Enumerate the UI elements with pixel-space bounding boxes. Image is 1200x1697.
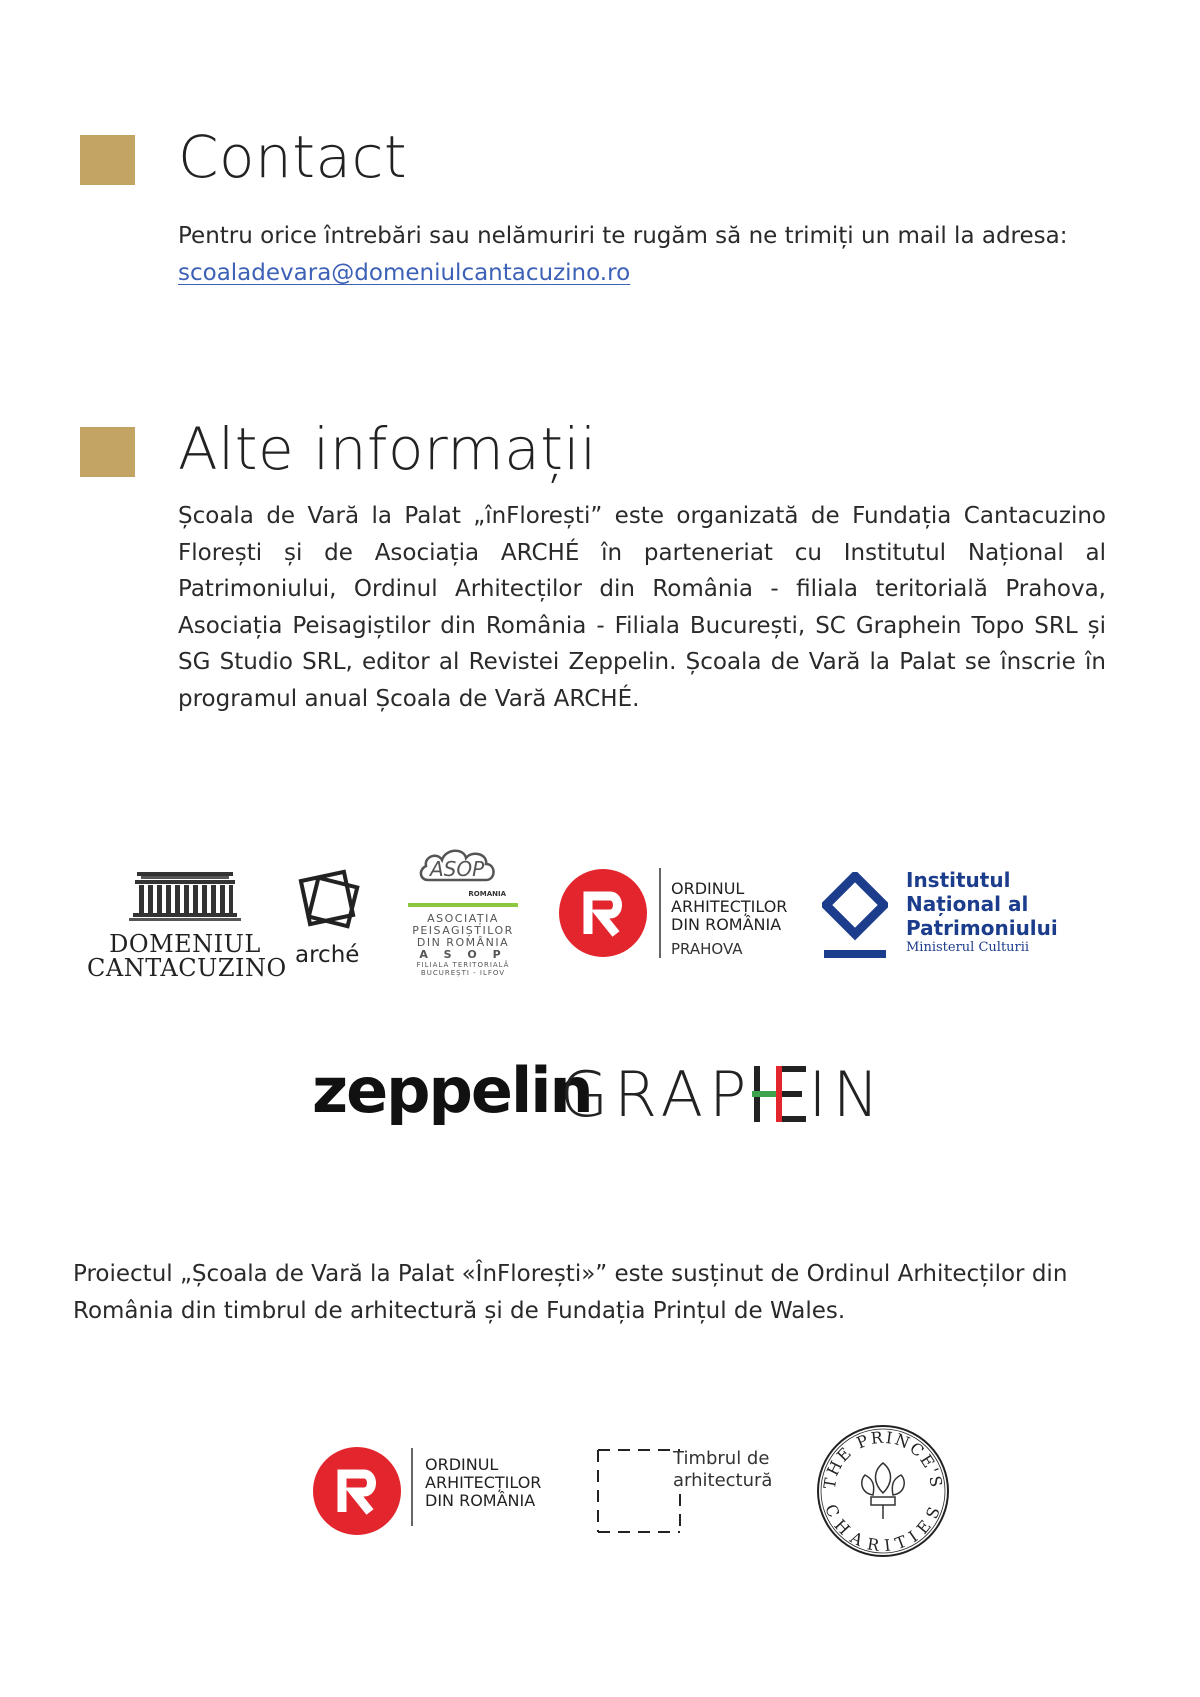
timbrul-line2: arhitectură [673,1470,773,1491]
asop-cloud-icon [408,840,518,890]
oar-bottom-line1: ORDINUL [425,1455,499,1474]
timbrul-line1: Timbrul de [673,1448,770,1469]
logo-princes-charities [815,1423,951,1559]
arche-label: arché [295,942,360,968]
oar-bottom-line2: ARHITECȚILOR [425,1473,542,1492]
contact-heading: Contact [178,123,408,191]
contact-body [178,218,1106,291]
contact-text: Pentru orice întrebări sau nelămuriri te rugăm să ne trimiți un mail la adresa: [178,223,1068,249]
logo-domeniul-cantacuzino [87,868,287,982]
logo-asop [408,840,518,990]
support-text: Proiectul „Școala de Vară la Palat «ÎnFlorești»” este susținut de Ordinul Arhitecților din România din timbrul de arhitectură și de Fundația Prințul de Wales. [73,1261,1068,1324]
oar-prahova-line2: ARHITECȚILOR [671,897,788,916]
oar-prahova-divider [659,868,661,958]
three-feathers-icon [862,1463,905,1519]
graphein-part2: IN [808,1058,886,1131]
oar-bottom-line3: DIN ROMÂNIA [425,1491,536,1510]
contact-section-marker [80,135,135,185]
asop-mark: ASOP [430,857,485,881]
asop-country: ROMANIA [468,890,506,898]
logo-graphein [560,1058,900,1134]
inp-diamond-icon [822,872,888,960]
svg-text:THE PRINCE'S [820,1428,946,1491]
alte-text: Școala de Vară la Palat „înFlorești” este organizată de Fundația Cantacuzino Florești și de Asociația ARCHÉ în parteneriat cu Institutul Național al Patrimoniului, Ordinul Arhitecților din România - filiala teritorială Prahova, Asociația Peisagiștilor din România - Filiala București, SC Graphein Topo SRL și SG Studio SRL, editor al Revistei Zeppelin. Școala de Vară la Palat se înscrie în programul anual Școala de Vară ARCHÉ. [178,503,1106,712]
graphein-part1: GRAP [560,1058,753,1131]
oar-prahova-line1: ORDINUL [671,879,745,898]
asop-green-bar [408,903,518,907]
oar-red-circle-icon [312,1446,402,1536]
inp-ministry: Ministerul Culturii [906,940,1030,955]
palace-facade-icon [95,868,275,928]
princes-bottom-text: CHARITIES [821,1501,945,1556]
asop-line: DIN ROMÂNIA [416,936,510,949]
logo-oar-bottom [312,1446,562,1546]
logo-timbrul [596,1448,796,1538]
alte-heading: Alte informații [178,415,597,483]
logo-oar-prahova [558,868,808,968]
asop-line: ASOCIAȚIA [427,912,499,925]
contact-email-link[interactable]: scoaladevara@domeniulcantacuzino.ro [178,259,631,286]
oar-bottom-divider [411,1448,413,1526]
asop-line: A S O P [419,948,507,961]
domeniul-line2: CANTACUZINO [87,954,287,982]
graphein-cross-h-icon [752,1064,808,1124]
inp-line1: Institutul Național al [906,868,1029,916]
oar-prahova-line3: DIN ROMÂNIA [671,915,782,934]
logo-arche [293,868,373,968]
asop-line: FILIALA TERITORIALĂ [416,961,510,969]
asop-line: BUCUREȘTI - ILFOV [420,969,506,977]
oar-prahova-branch: PRAHOVA [671,940,743,958]
asop-line: PEISAGIȘTILOR [412,924,514,937]
princes-top-text: THE PRINCE'S [819,1427,947,1491]
overlapping-squares-icon [293,868,365,940]
inp-line2: Patrimoniului [906,916,1058,940]
princes-seal-icon [815,1423,951,1559]
domeniul-line1: DOMENIUL [109,930,261,958]
logo-zeppelin: zeppelin [312,1054,592,1127]
alte-section-marker [80,427,135,477]
logo-inp [822,868,1112,968]
oar-red-circle-icon [558,868,648,958]
